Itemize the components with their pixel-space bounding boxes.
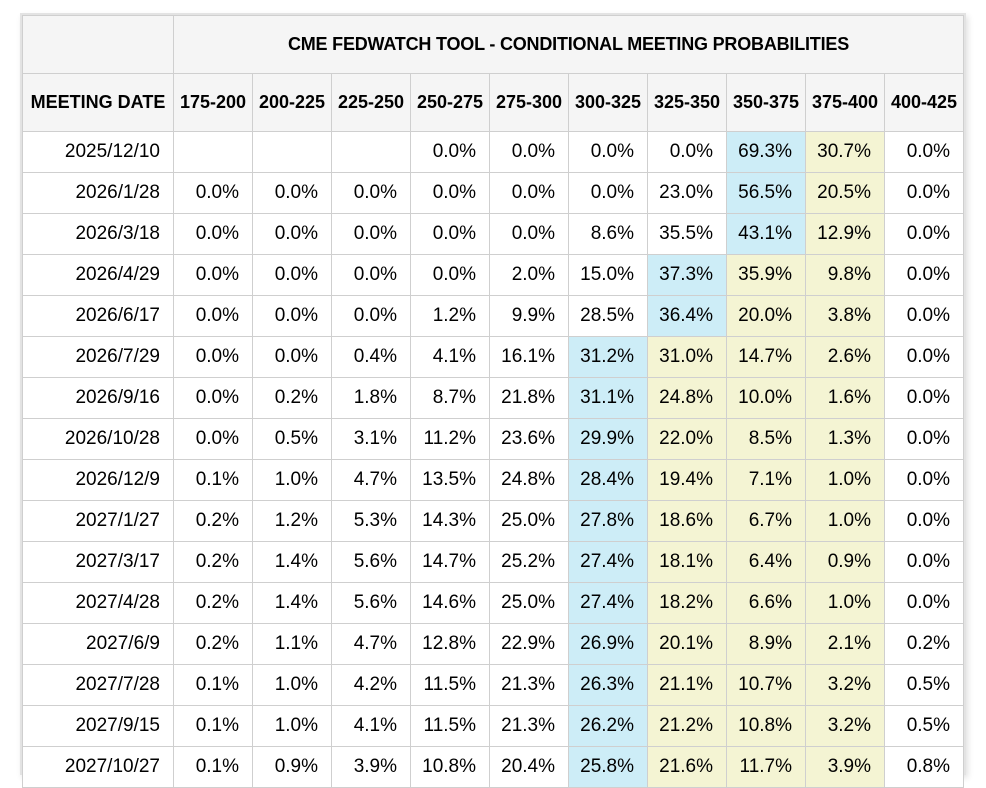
table-row — [23, 583, 964, 624]
probability-cell: 3.9% — [806, 747, 885, 788]
probability-cell: 20.0% — [727, 296, 806, 337]
probability-cell: 25.8% — [569, 747, 648, 788]
probability-cell: 4.1% — [411, 337, 490, 378]
probability-cell: 0.0% — [174, 214, 253, 255]
probability-cell: 6.7% — [727, 501, 806, 542]
probability-cell: 0.0% — [332, 296, 411, 337]
probability-cell: 22.9% — [490, 624, 569, 665]
probability-cell: 26.9% — [569, 624, 648, 665]
probability-cell: 0.0% — [411, 255, 490, 296]
probability-cell: 0.0% — [569, 173, 648, 214]
probability-cell: 0.0% — [490, 214, 569, 255]
probability-cell: 1.0% — [806, 460, 885, 501]
probability-cell — [253, 132, 332, 173]
probability-cell: 19.4% — [648, 460, 727, 501]
probability-cell: 2.0% — [490, 255, 569, 296]
probability-cell: 29.9% — [569, 419, 648, 460]
meeting-date-cell: 2026/7/29 — [23, 337, 174, 378]
corner-cell — [23, 16, 174, 74]
table-row — [23, 214, 964, 255]
probability-cell: 10.7% — [727, 665, 806, 706]
table-header — [23, 16, 964, 132]
probability-cell: 8.9% — [727, 624, 806, 665]
probability-cell: 0.0% — [253, 173, 332, 214]
probability-cell: 1.0% — [806, 501, 885, 542]
probability-cell: 0.0% — [885, 542, 964, 583]
probability-cell: 0.5% — [885, 706, 964, 747]
probability-cell: 4.2% — [332, 665, 411, 706]
probability-cell: 31.0% — [648, 337, 727, 378]
probability-cell: 0.2% — [253, 378, 332, 419]
probability-cell: 12.8% — [411, 624, 490, 665]
probability-cell: 0.0% — [411, 214, 490, 255]
rate-range-header: 225-250 — [332, 74, 411, 132]
rate-range-header: 275-300 — [490, 74, 569, 132]
probability-cell: 11.7% — [727, 747, 806, 788]
probability-cell: 0.0% — [885, 255, 964, 296]
probability-cell: 0.0% — [490, 132, 569, 173]
meeting-date-cell: 2026/3/18 — [23, 214, 174, 255]
probability-cell: 8.7% — [411, 378, 490, 419]
probability-cell: 18.2% — [648, 583, 727, 624]
probability-cell: 0.9% — [253, 747, 332, 788]
probability-cell: 12.9% — [806, 214, 885, 255]
probability-cell: 0.1% — [174, 747, 253, 788]
probability-cell: 2.1% — [806, 624, 885, 665]
probability-cell: 0.2% — [174, 583, 253, 624]
probability-cell: 21.6% — [648, 747, 727, 788]
probability-cell: 0.0% — [174, 419, 253, 460]
rate-range-header: 350-375 — [727, 74, 806, 132]
probability-cell: 0.0% — [174, 296, 253, 337]
probability-cell: 0.8% — [885, 747, 964, 788]
probability-cell: 0.0% — [253, 255, 332, 296]
table-row — [23, 501, 964, 542]
probability-cell: 13.5% — [411, 460, 490, 501]
probability-cell: 10.0% — [727, 378, 806, 419]
probability-cell: 27.4% — [569, 542, 648, 583]
probability-cell: 21.3% — [490, 706, 569, 747]
probability-cell: 6.4% — [727, 542, 806, 583]
rate-range-header: 375-400 — [806, 74, 885, 132]
title-row — [23, 16, 964, 74]
fedwatch-probability-table — [22, 15, 964, 788]
probability-cell: 28.5% — [569, 296, 648, 337]
meeting-date-cell: 2027/7/28 — [23, 665, 174, 706]
table-title: CME FEDWATCH TOOL - CONDITIONAL MEETING PROBABILITIES — [174, 16, 964, 74]
meeting-date-cell: 2027/10/27 — [23, 747, 174, 788]
table-row — [23, 132, 964, 173]
probability-cell: 0.0% — [490, 173, 569, 214]
probability-cell: 1.0% — [253, 706, 332, 747]
probability-cell: 20.4% — [490, 747, 569, 788]
probability-cell: 1.1% — [253, 624, 332, 665]
probability-cell: 6.6% — [727, 583, 806, 624]
meeting-date-cell: 2025/12/10 — [23, 132, 174, 173]
probability-cell: 14.3% — [411, 501, 490, 542]
probability-cell: 3.8% — [806, 296, 885, 337]
probability-cell: 1.3% — [806, 419, 885, 460]
probability-cell: 0.0% — [885, 460, 964, 501]
probability-cell: 0.0% — [332, 173, 411, 214]
fedwatch-table-card — [20, 13, 966, 775]
probability-cell: 0.0% — [411, 173, 490, 214]
probability-cell: 10.8% — [727, 706, 806, 747]
meeting-date-cell: 2026/9/16 — [23, 378, 174, 419]
probability-cell: 14.6% — [411, 583, 490, 624]
probability-cell: 37.3% — [648, 255, 727, 296]
probability-cell: 0.0% — [332, 255, 411, 296]
probability-cell: 27.8% — [569, 501, 648, 542]
probability-cell: 0.0% — [253, 296, 332, 337]
probability-cell: 3.1% — [332, 419, 411, 460]
probability-cell: 31.1% — [569, 378, 648, 419]
probability-cell: 0.2% — [174, 624, 253, 665]
probability-cell: 0.0% — [885, 214, 964, 255]
probability-cell: 0.0% — [885, 419, 964, 460]
probability-cell: 0.0% — [648, 132, 727, 173]
probability-cell: 30.7% — [806, 132, 885, 173]
probability-cell: 0.5% — [885, 665, 964, 706]
probability-cell: 69.3% — [727, 132, 806, 173]
meeting-date-cell: 2026/1/28 — [23, 173, 174, 214]
rate-range-header: 200-225 — [253, 74, 332, 132]
meeting-date-cell: 2027/3/17 — [23, 542, 174, 583]
meeting-date-cell: 2027/6/9 — [23, 624, 174, 665]
probability-cell: 2.6% — [806, 337, 885, 378]
probability-cell: 0.2% — [174, 542, 253, 583]
table-body — [23, 132, 964, 788]
probability-cell: 4.7% — [332, 460, 411, 501]
probability-cell: 21.3% — [490, 665, 569, 706]
probability-cell: 0.0% — [569, 132, 648, 173]
probability-cell: 36.4% — [648, 296, 727, 337]
probability-cell: 0.0% — [253, 214, 332, 255]
table-row — [23, 378, 964, 419]
probability-cell: 3.2% — [806, 706, 885, 747]
meeting-date-cell: 2026/12/9 — [23, 460, 174, 501]
probability-cell: 5.3% — [332, 501, 411, 542]
probability-cell: 11.2% — [411, 419, 490, 460]
probability-cell: 5.6% — [332, 583, 411, 624]
probability-cell: 3.9% — [332, 747, 411, 788]
probability-cell: 20.1% — [648, 624, 727, 665]
probability-cell: 25.2% — [490, 542, 569, 583]
probability-cell: 0.0% — [885, 296, 964, 337]
probability-cell: 21.8% — [490, 378, 569, 419]
probability-cell — [174, 132, 253, 173]
rate-range-header: 300-325 — [569, 74, 648, 132]
probability-cell: 1.4% — [253, 542, 332, 583]
probability-cell: 0.0% — [885, 501, 964, 542]
probability-cell: 21.1% — [648, 665, 727, 706]
probability-cell: 0.0% — [253, 337, 332, 378]
probability-cell: 3.2% — [806, 665, 885, 706]
probability-cell: 0.0% — [885, 378, 964, 419]
meeting-date-cell: 2026/10/28 — [23, 419, 174, 460]
table-row — [23, 173, 964, 214]
table-row — [23, 624, 964, 665]
probability-cell: 0.0% — [174, 378, 253, 419]
meeting-date-header: MEETING DATE — [23, 74, 174, 132]
table-row — [23, 419, 964, 460]
probability-cell: 24.8% — [648, 378, 727, 419]
probability-cell: 22.0% — [648, 419, 727, 460]
probability-cell: 27.4% — [569, 583, 648, 624]
probability-cell: 7.1% — [727, 460, 806, 501]
probability-cell: 31.2% — [569, 337, 648, 378]
probability-cell: 0.9% — [806, 542, 885, 583]
meeting-date-cell: 2026/6/17 — [23, 296, 174, 337]
probability-cell: 43.1% — [727, 214, 806, 255]
probability-cell: 25.0% — [490, 501, 569, 542]
probability-cell: 8.6% — [569, 214, 648, 255]
probability-cell: 11.5% — [411, 665, 490, 706]
probability-cell: 0.1% — [174, 706, 253, 747]
probability-cell: 24.8% — [490, 460, 569, 501]
probability-cell: 0.0% — [174, 337, 253, 378]
probability-cell: 0.0% — [885, 583, 964, 624]
column-header-row — [23, 74, 964, 132]
probability-cell: 9.9% — [490, 296, 569, 337]
probability-cell: 1.2% — [411, 296, 490, 337]
probability-cell: 0.1% — [174, 665, 253, 706]
probability-cell: 1.0% — [253, 460, 332, 501]
probability-cell: 11.5% — [411, 706, 490, 747]
meeting-date-cell: 2027/1/27 — [23, 501, 174, 542]
table-row — [23, 255, 964, 296]
probability-cell: 0.0% — [174, 173, 253, 214]
probability-cell: 1.8% — [332, 378, 411, 419]
probability-cell: 21.2% — [648, 706, 727, 747]
table-row — [23, 706, 964, 747]
probability-cell: 0.0% — [411, 132, 490, 173]
meeting-date-cell: 2027/4/28 — [23, 583, 174, 624]
table-row — [23, 296, 964, 337]
table-row — [23, 665, 964, 706]
table-row — [23, 747, 964, 788]
rate-range-header: 325-350 — [648, 74, 727, 132]
probability-cell: 15.0% — [569, 255, 648, 296]
probability-cell: 56.5% — [727, 173, 806, 214]
probability-cell: 5.6% — [332, 542, 411, 583]
probability-cell: 0.0% — [885, 132, 964, 173]
rate-range-header: 250-275 — [411, 74, 490, 132]
probability-cell: 0.4% — [332, 337, 411, 378]
probability-cell: 0.0% — [885, 173, 964, 214]
probability-cell: 35.9% — [727, 255, 806, 296]
probability-cell: 18.1% — [648, 542, 727, 583]
probability-cell: 23.0% — [648, 173, 727, 214]
probability-cell: 18.6% — [648, 501, 727, 542]
rate-range-header: 400-425 — [885, 74, 964, 132]
probability-cell: 23.6% — [490, 419, 569, 460]
probability-cell: 0.1% — [174, 460, 253, 501]
probability-cell: 16.1% — [490, 337, 569, 378]
probability-cell: 1.0% — [253, 665, 332, 706]
probability-cell: 1.0% — [806, 583, 885, 624]
probability-cell: 0.2% — [174, 501, 253, 542]
probability-cell: 0.0% — [174, 255, 253, 296]
probability-cell: 26.3% — [569, 665, 648, 706]
probability-cell — [332, 132, 411, 173]
probability-cell: 0.0% — [885, 337, 964, 378]
rate-range-header: 175-200 — [174, 74, 253, 132]
probability-cell: 1.6% — [806, 378, 885, 419]
meeting-date-cell: 2026/4/29 — [23, 255, 174, 296]
probability-cell: 4.1% — [332, 706, 411, 747]
probability-cell: 35.5% — [648, 214, 727, 255]
probability-cell: 0.5% — [253, 419, 332, 460]
probability-cell: 26.2% — [569, 706, 648, 747]
table-row — [23, 542, 964, 583]
probability-cell: 4.7% — [332, 624, 411, 665]
probability-cell: 8.5% — [727, 419, 806, 460]
probability-cell: 20.5% — [806, 173, 885, 214]
probability-cell: 0.2% — [885, 624, 964, 665]
probability-cell: 14.7% — [411, 542, 490, 583]
probability-cell: 10.8% — [411, 747, 490, 788]
probability-cell: 28.4% — [569, 460, 648, 501]
probability-cell: 0.0% — [332, 214, 411, 255]
probability-cell: 9.8% — [806, 255, 885, 296]
probability-cell: 1.2% — [253, 501, 332, 542]
meeting-date-cell: 2027/9/15 — [23, 706, 174, 747]
probability-cell: 14.7% — [727, 337, 806, 378]
probability-cell: 25.0% — [490, 583, 569, 624]
table-row — [23, 337, 964, 378]
probability-cell: 1.4% — [253, 583, 332, 624]
table-row — [23, 460, 964, 501]
